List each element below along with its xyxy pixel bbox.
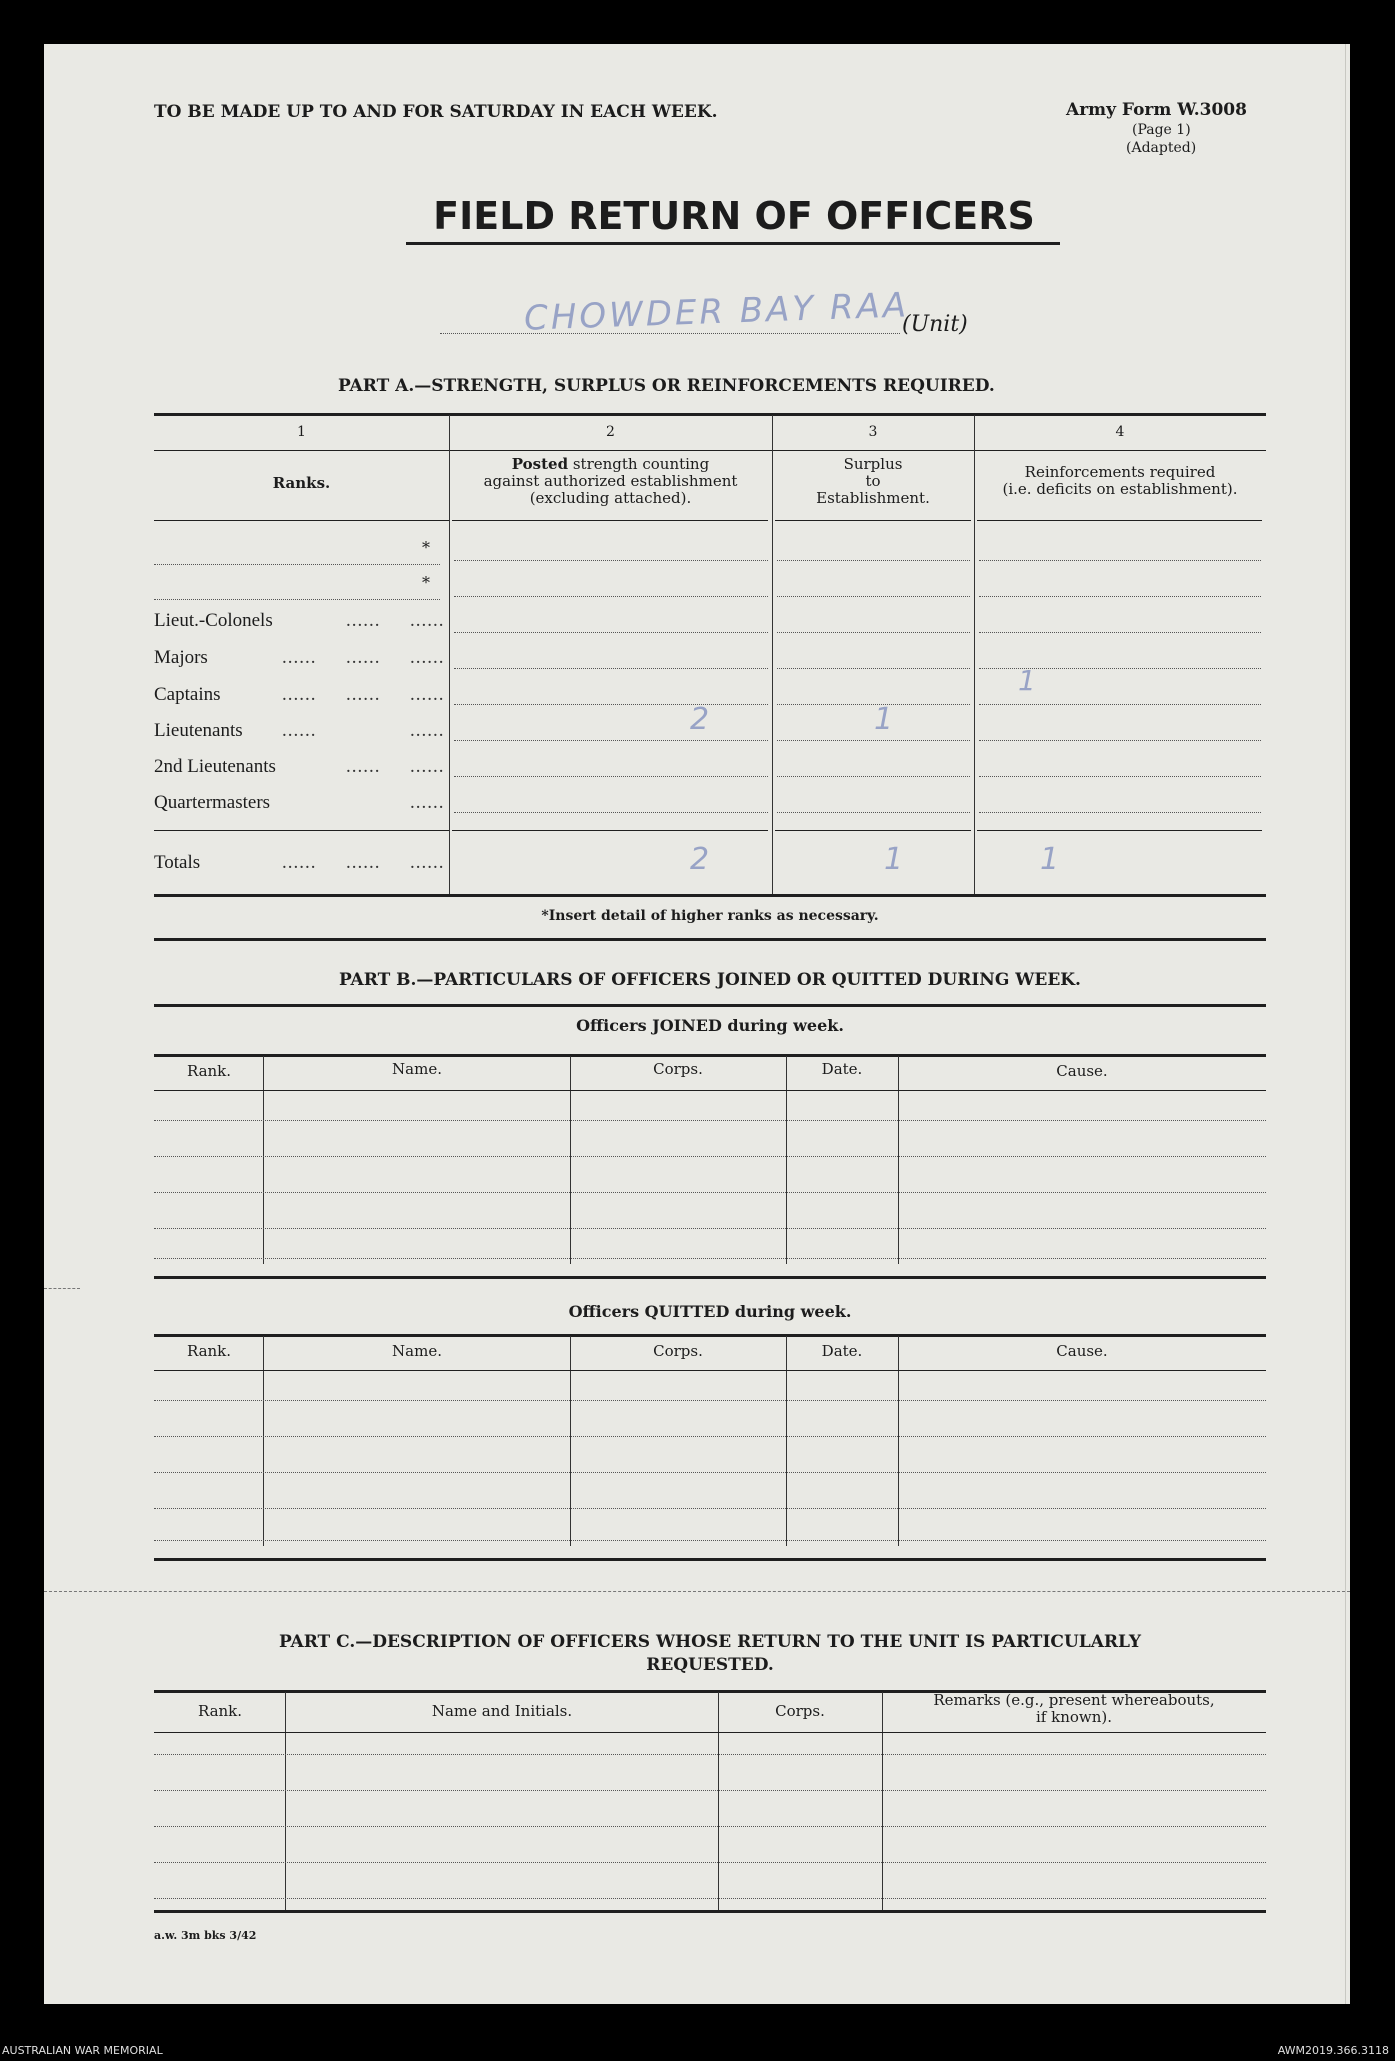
col-header-posted — [449, 456, 772, 507]
quitted-divider-2 — [570, 1336, 571, 1546]
joined-col-name: Name. — [392, 1060, 442, 1078]
part-a-footnote-rule — [154, 938, 1266, 941]
posted-line1: strength counting — [568, 455, 710, 473]
joined-col-cause: Cause. — [1056, 1062, 1108, 1080]
joined-top-rule — [154, 1054, 1266, 1057]
lieutenants-posted-entry: 2 — [690, 702, 710, 737]
rank-lieut-colonels: Lieut.-Colonels ...... ...... — [154, 610, 445, 631]
rank-quartermasters: Quartermasters ...... — [154, 792, 445, 813]
part-c-header-rule — [154, 1732, 1266, 1733]
captains-reinforcements-entry: 1 — [1018, 664, 1036, 697]
part-a-footnote: *Insert detail of higher ranks as necessary. — [541, 908, 879, 924]
asterisk-1: * — [422, 538, 430, 557]
totals-reinforcements-entry: 1 — [1040, 842, 1060, 877]
reinforcements-totals-rule — [977, 830, 1262, 831]
part-a-bottom-rule — [154, 894, 1266, 897]
quitted-col-cause: Cause. — [1056, 1342, 1108, 1360]
part-a-top-rule — [154, 413, 1266, 416]
quitted-header-rule — [154, 1370, 1266, 1371]
col-header-reinforcements — [974, 464, 1266, 498]
totals-surplus-entry: 1 — [884, 842, 904, 877]
archive-footer-left: AUSTRALIAN WAR MEMORIAL — [2, 2044, 163, 2057]
part-c-col-name: Name and Initials. — [431, 1702, 573, 1720]
form-page — [44, 44, 1350, 2004]
surplus-line3: Establishment. — [816, 489, 930, 507]
joined-divider-4 — [898, 1056, 899, 1264]
part-c-col-rank: Rank. — [197, 1702, 243, 1720]
totals-posted-entry: 2 — [690, 842, 710, 877]
rank-2nd-lieutenants: 2nd Lieutenants ...... ...... — [154, 756, 445, 777]
posted-header-rule — [452, 520, 768, 521]
part-c-col-remarks — [882, 1692, 1266, 1726]
joined-divider-3 — [786, 1056, 787, 1264]
col-number-3: 3 — [868, 424, 878, 440]
quitted-divider-4 — [898, 1336, 899, 1546]
archive-footer-right: AWM2019.366.3118 — [1277, 2044, 1389, 2057]
joined-col-rank: Rank. — [186, 1062, 232, 1080]
posted-totals-rule — [452, 830, 768, 831]
instruction-text: TO BE MADE UP TO AND FOR SATURDAY IN EACH WEEK. — [154, 102, 718, 122]
unit-handwritten: CHOWDER BAY RAA — [523, 285, 910, 339]
remarks-line1: Remarks (e.g., present whereabouts, — [933, 1691, 1215, 1709]
quitted-heading: Officers QUITTED during week. — [568, 1302, 852, 1321]
posted-bold: Posted — [511, 455, 569, 473]
ranks-totals-rule — [154, 830, 449, 831]
asterisk-2: * — [422, 573, 430, 592]
posted-line3: (excluding attached). — [529, 489, 692, 507]
joined-col-date: Date. — [821, 1060, 863, 1078]
part-c-col-corps: Corps. — [775, 1702, 825, 1720]
part-c-divider-3 — [882, 1692, 883, 1910]
form-number: Army Form W.3008 — [1066, 100, 1247, 120]
joined-divider-2 — [570, 1056, 571, 1264]
rank-captains: Captains ...... ...... ...... — [154, 684, 445, 705]
part-c-divider-2 — [718, 1692, 719, 1910]
joined-bottom-rule — [154, 1276, 1266, 1279]
quitted-col-name: Name. — [392, 1342, 442, 1360]
form-adapted: (Adapted) — [1126, 140, 1197, 156]
surplus-totals-rule — [775, 830, 971, 831]
quitted-col-rank: Rank. — [186, 1342, 232, 1360]
part-c-bottom-rule — [154, 1910, 1266, 1913]
quitted-col-corps: Corps. — [653, 1342, 703, 1360]
reinforcements-header-rule — [977, 520, 1262, 521]
part-b-heading: PART B.—PARTICULARS OF OFFICERS JOINED OR QUITTED DURING WEEK. — [339, 970, 1081, 990]
print-code: a.w. 3m bks 3/42 — [154, 1929, 257, 1942]
part-c-heading-line1: PART C.—DESCRIPTION OF OFFICERS WHOSE RETURN TO THE UNIT IS PARTICULARLY — [278, 1632, 1142, 1652]
part-b-top-rule — [154, 1004, 1266, 1007]
lieutenants-surplus-entry: 1 — [874, 702, 894, 737]
surplus-line2: to — [865, 472, 881, 490]
quitted-top-rule — [154, 1334, 1266, 1337]
page-title: FIELD RETURN OF OFFICERS — [433, 194, 1035, 238]
quitted-bottom-rule — [154, 1558, 1266, 1561]
joined-heading: Officers JOINED during week. — [576, 1016, 844, 1035]
col-number-2: 2 — [606, 424, 615, 440]
surplus-header-rule — [775, 520, 971, 521]
quitted-col-date: Date. — [821, 1342, 863, 1360]
part-a-heading: PART A.—STRENGTH, SURPLUS OR REINFORCEMENTS REQUIRED. — [338, 376, 995, 396]
ranks-header-rule — [154, 520, 449, 521]
reinforcements-line1: Reinforcements required — [1024, 463, 1216, 481]
posted-line2: against authorized establishment — [483, 472, 738, 490]
title-underline — [406, 242, 1060, 245]
rank-totals: Totals ...... ...... ...... — [154, 852, 445, 873]
col-header-surplus — [772, 456, 974, 507]
unit-label: (Unit) — [902, 312, 968, 337]
quitted-divider-1 — [263, 1336, 264, 1546]
quitted-divider-3 — [786, 1336, 787, 1546]
surplus-line1: Surplus — [843, 455, 903, 473]
joined-col-corps: Corps. — [653, 1060, 703, 1078]
form-page-number: (Page 1) — [1132, 122, 1191, 138]
fold-mark-left — [44, 1288, 80, 1289]
col-number-4: 4 — [1115, 424, 1125, 440]
part-c-divider-1 — [285, 1692, 286, 1910]
perforation-line — [44, 1591, 1350, 1592]
part-c-heading-line2: REQUESTED. — [646, 1655, 774, 1675]
rank-lieutenants: Lieutenants ...... ...... — [154, 720, 445, 741]
reinforcements-line2: (i.e. deficits on establishment). — [1002, 480, 1238, 498]
rank-majors: Majors ...... ...... ...... — [154, 647, 445, 668]
part-a-number-rule — [154, 450, 1266, 451]
joined-divider-1 — [263, 1056, 264, 1264]
remarks-line2: if known). — [1035, 1708, 1113, 1726]
col-number-1: 1 — [297, 424, 306, 440]
joined-header-rule — [154, 1090, 1266, 1091]
col-header-ranks: Ranks. — [272, 474, 331, 492]
